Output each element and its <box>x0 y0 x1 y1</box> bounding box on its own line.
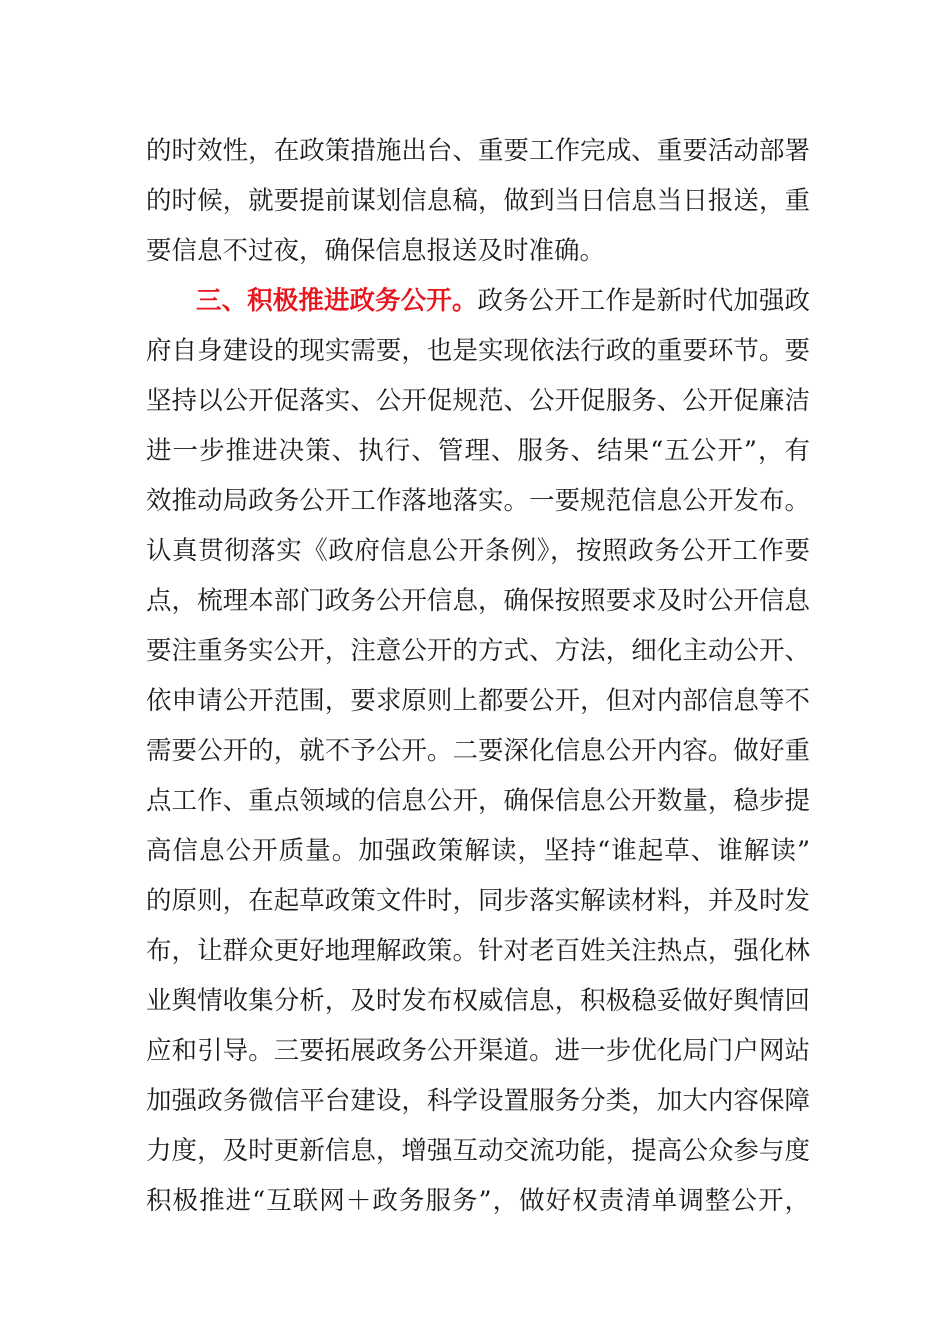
paragraph-line: 坚持以公开促落实、公开促规范、公开促服务、公开促廉洁 <box>146 386 810 416</box>
paragraph-line: 需要公开的，就不予公开。二要深化信息公开内容。做好重 <box>146 736 810 766</box>
paragraph-line: 府自身建设的现实需要，也是实现依法行政的重要环节。要 <box>146 336 810 366</box>
paragraph-line: 的原则，在起草政策文件时，同步落实解读材料，并及时发 <box>146 886 810 916</box>
paragraph-line: 效推动局政务公开工作落地落实。一要规范信息公开发布。 <box>146 486 810 516</box>
paragraph-line: 依申请公开范围，要求原则上都要公开，但对内部信息等不 <box>146 686 810 716</box>
paragraph-line: 点工作、重点领域的信息公开，确保信息公开数量，稳步提 <box>146 786 810 816</box>
paragraph-line: 应和引导。三要拓展政务公开渠道。进一步优化局门户网站 <box>146 1036 810 1066</box>
paragraph-line: 要注重务实公开，注意公开的方式、方法，细化主动公开、 <box>146 636 810 666</box>
paragraph-line: 积极推进“互联网＋政务服务”，做好权责清单调整公开， <box>146 1186 810 1216</box>
paragraph-line: 布，让群众更好地理解政策。针对老百姓关注热点，强化林 <box>146 936 810 966</box>
paragraph-line: 业舆情收集分析，及时发布权威信息，积极稳妥做好舆情回 <box>146 986 810 1016</box>
section-first-line <box>196 281 810 321</box>
paragraph-line: 加强政务微信平台建设，科学设置服务分类，加大内容保障 <box>146 1086 810 1116</box>
section-first-line-text: 政务公开工作是新时代加强政 <box>477 286 810 316</box>
section-heading: 三、积极推进政务公开。 <box>196 286 478 316</box>
paragraph-line: 进一步推进决策、执行、管理、服务、结果“五公开”，有 <box>146 436 810 466</box>
paragraph-line: 力度，及时更新信息，增强互动交流功能，提高公众参与度 <box>146 1136 810 1166</box>
paragraph-line: 点，梳理本部门政务公开信息，确保按照要求及时公开信息 <box>146 586 810 616</box>
paragraph-line: 的时候，就要提前谋划信息稿，做到当日信息当日报送，重 <box>146 186 810 216</box>
paragraph-line: 高信息公开质量。加强政策解读，坚持“谁起草、谁解读” <box>146 836 810 866</box>
paragraph-line: 要信息不过夜，确保信息报送及时准确。 <box>146 236 606 266</box>
paragraph-line: 的时效性，在政策措施出台、重要工作完成、重要活动部署 <box>146 136 810 166</box>
paragraph-line: 认真贯彻落实《政府信息公开条例》，按照政务公开工作要 <box>146 536 810 566</box>
